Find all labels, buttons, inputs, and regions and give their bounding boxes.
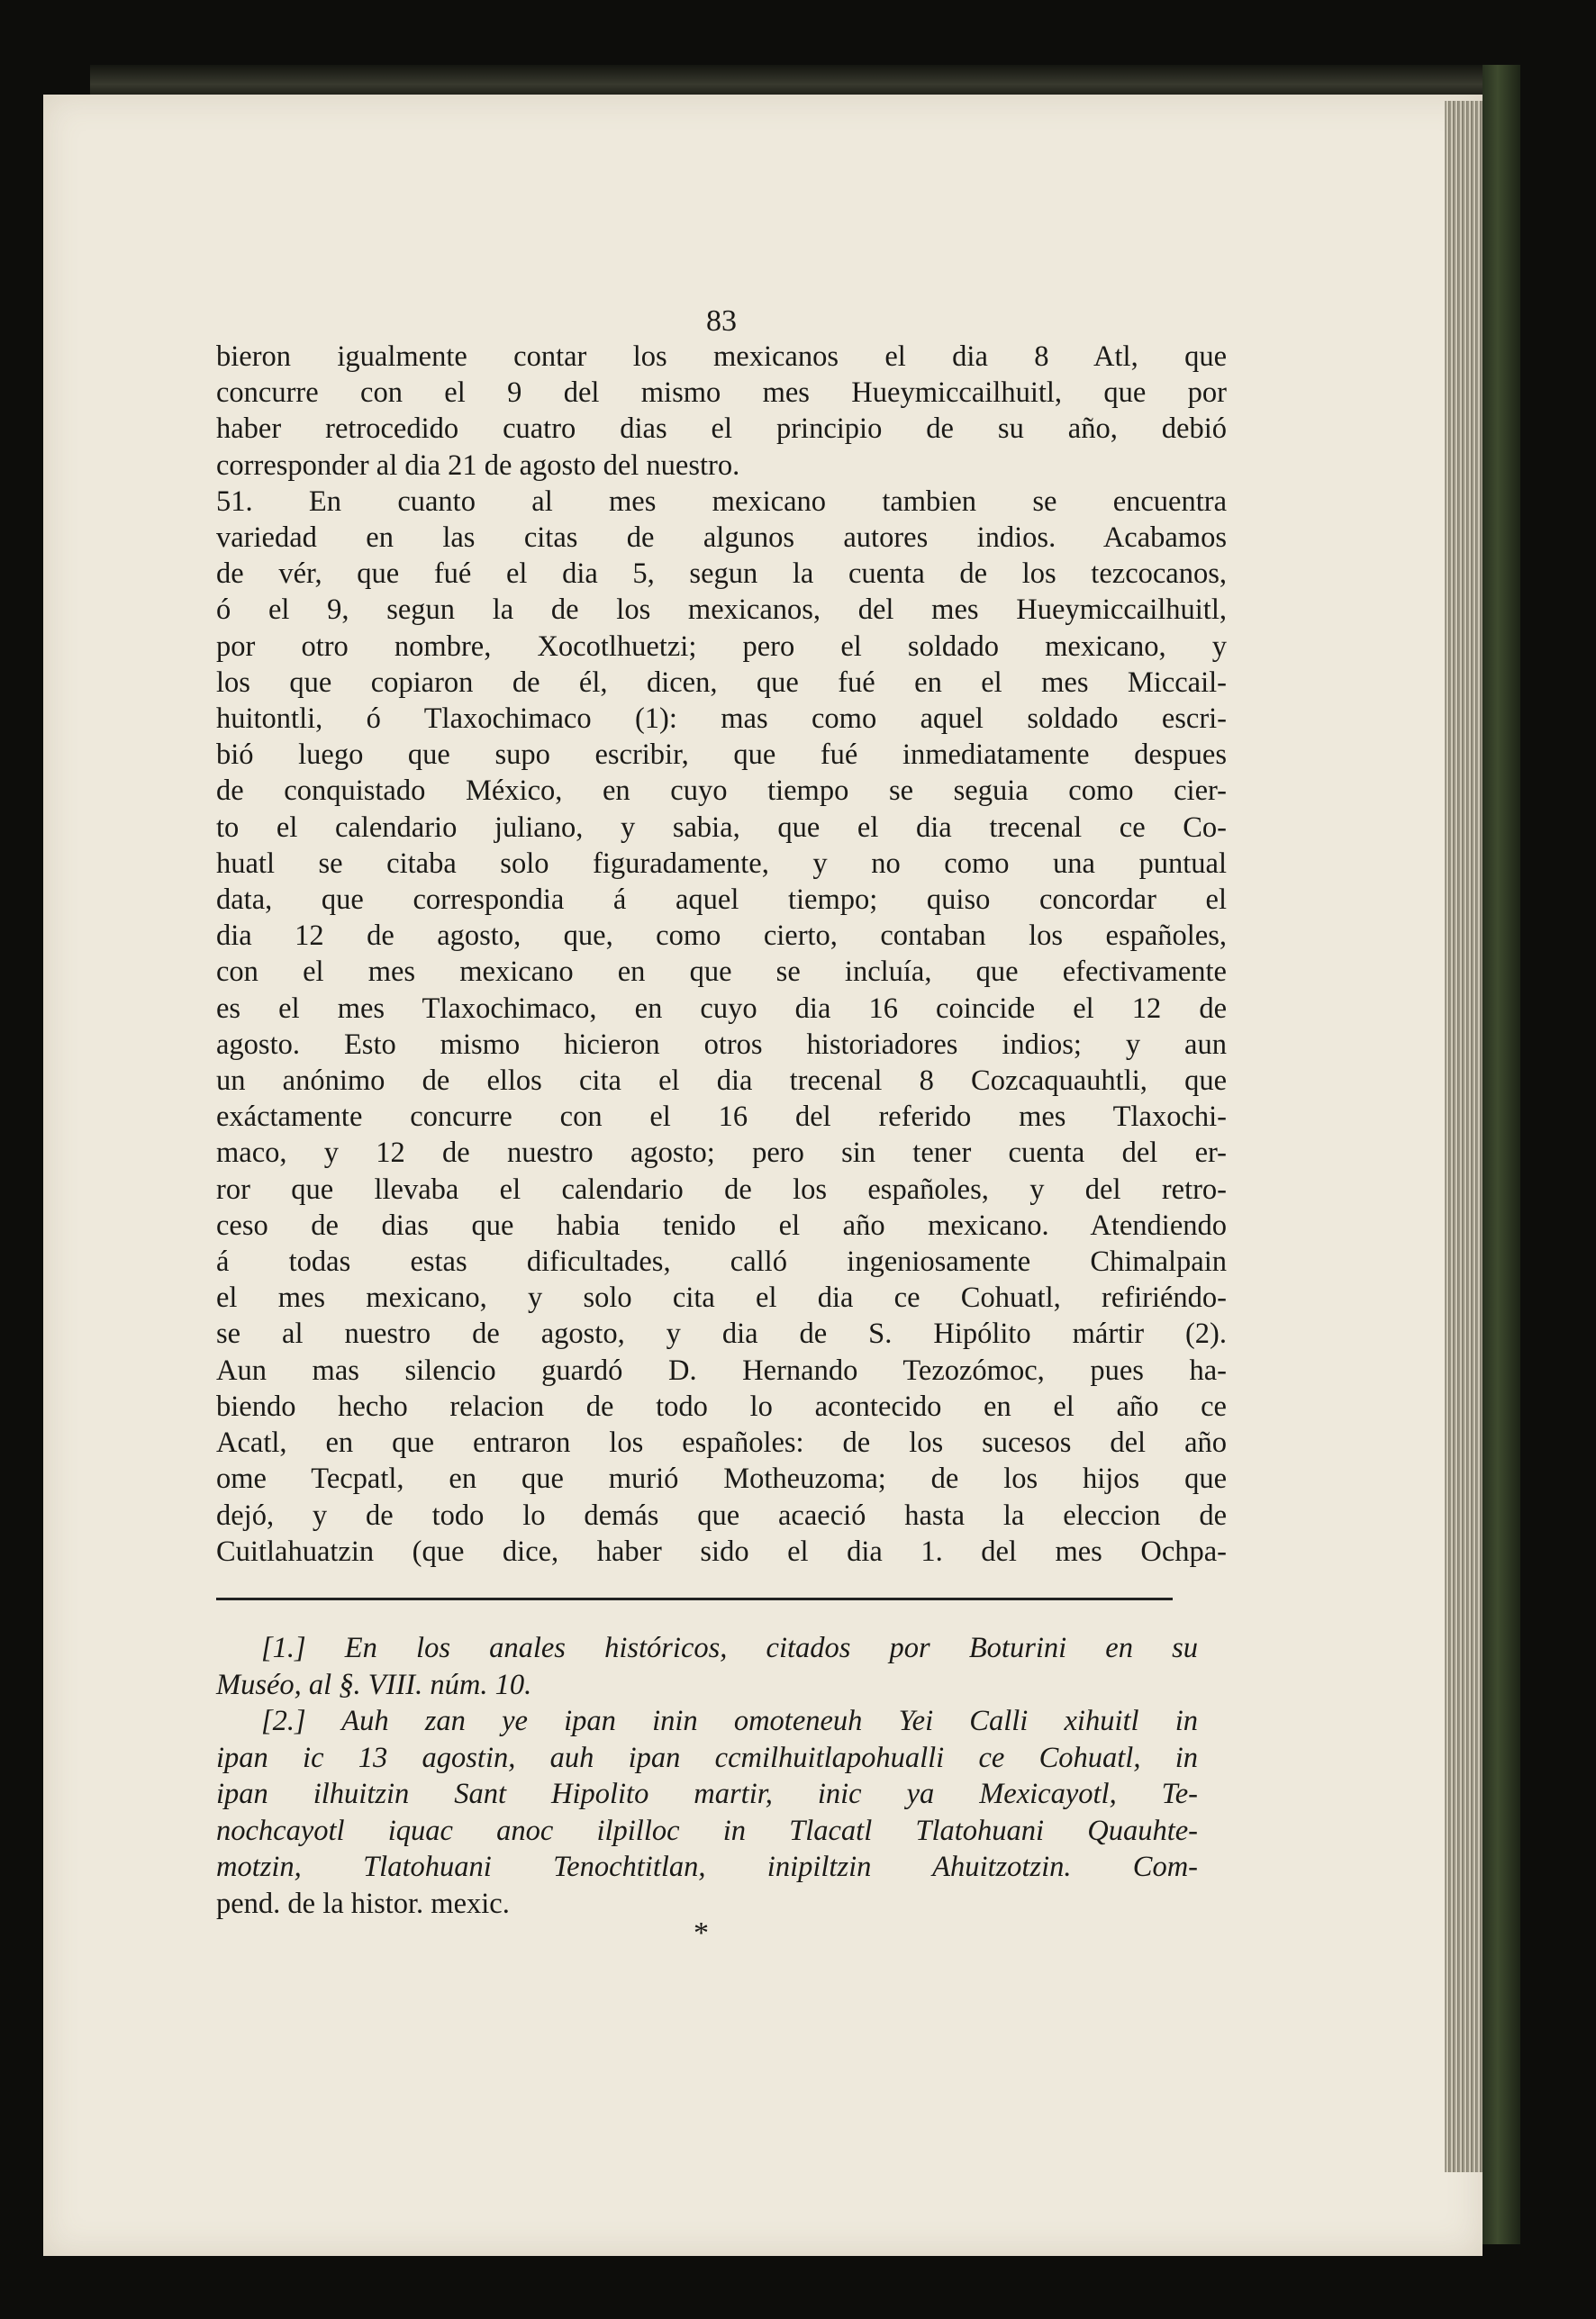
text-line: Aun mas silencio guardó D. Hernando Tezozómoc, pues ha- [216,1354,1227,1387]
text-line: bió luego que supo escribir, que fué inmediatamente despues [216,738,1227,772]
text-line: ome Tecpatl, en que murió Motheuzoma; de los hijos que [216,1463,1227,1496]
text-line: ceso de dias que habia tenido el año mexicano. Atendiendo [216,1209,1227,1242]
text-line: á todas estas dificultades, calló ingeniosamente Chimalpain [216,1246,1227,1279]
text-line: huitontli, ó Tlaxochimaco (1): mas como aquel soldado escri- [216,702,1227,736]
text-line: huatl se citaba solo figuradamente, y no como una puntual [216,847,1227,880]
page-edges [1445,101,1486,2172]
page-number: 83 [706,304,737,338]
footnote-line: Muséo, al §. VIII. núm. 10. [216,1668,532,1701]
footnote-line: pend. de la histor. mexic. [216,1887,510,1920]
text-line: por otro nombre, Xocotlhuetzi; pero el soldado mexicano, y [216,630,1227,663]
text-line: bieron igualmente contar los mexicanos el dia 8 Atl, que [216,340,1227,373]
footnotes [216,1630,1198,1922]
text-line: corresponder al dia 21 de agosto del nuestro. [216,448,740,482]
footnote-line: [2.] Auh zan ye ipan inin omoteneuh Yei Calli xihuitl in [261,1705,1198,1737]
main-text [216,304,1227,1570]
text-line: concurre con el 9 del mismo mes Hueymiccailhuitl, que por [216,376,1227,410]
text-line: de conquistado México, en cuyo tiempo se seguia como cier- [216,775,1227,808]
text-line: agosto. Esto mismo hicieron otros historiadores indios; y aun [216,1028,1227,1061]
text-line: variedad en las citas de algunos autores indios. Acabamos [216,521,1227,555]
footnote-line: ipan ic 13 agostin, auh ipan ccmilhuitlapohualli ce Cohuatl, in [216,1741,1198,1774]
text-line: haber retrocedido cuatro dias el principio de su año, debió [216,412,1227,446]
text-line: se al nuestro de agosto, y dia de S. Hipólito mártir (2). [216,1318,1227,1351]
text-line: data, que correspondia á aquel tiempo; quiso concordar el [216,883,1227,917]
text-line: to el calendario juliano, y sabia, que el dia trecenal ce Co- [216,811,1227,844]
text-line: Cuitlahuatzin (que dice, haber sido el dia 1. del mes Ochpa- [216,1535,1227,1568]
text-line: biendo hecho relacion de todo lo acontecido en el año ce [216,1390,1227,1423]
text-line: ó el 9, segun la de los mexicanos, del mes Hueymiccailhuitl, [216,593,1227,627]
text-line: Acatl, en que entraron los españoles: de los sucesos del año [216,1427,1227,1460]
book-cover-top [90,65,1520,97]
signature-mark: * [694,1916,709,1950]
text-line: 51. En cuanto al mes mexicano tambien se encuentra [216,485,1227,518]
text-line: el mes mexicano, y solo cita el dia ce Cohuatl, refiriéndo- [216,1282,1227,1315]
text-line: un anónimo de ellos cita el dia trecenal 8 Cozcaquauhtli, que [216,1064,1227,1098]
text-line: con el mes mexicano en que se incluía, que efectivamente [216,956,1227,989]
book-cover-spine [1483,65,1520,2244]
text-line: exáctamente concurre con el 16 del referido mes Tlaxochi- [216,1101,1227,1134]
text-line: maco, y 12 de nuestro agosto; pero sin tener cuenta del er- [216,1137,1227,1170]
text-line: los que copiaron de él, dicen, que fué en el mes Miccail- [216,666,1227,699]
text-line: es el mes Tlaxochimaco, en cuyo dia 16 coincide el 12 de [216,992,1227,1025]
text-line: dejó, y de todo lo demás que acaeció hasta la eleccion de [216,1499,1227,1532]
footnote-rule [216,1598,1173,1600]
footnote-line: ipan ilhuitzin Sant Hipolito martir, inic ya Mexicayotl, Te- [216,1778,1198,1810]
footnote-line: motzin, Tlatohuani Tenochtitlan, inipiltzin Ahuitzotzin. Com- [216,1851,1198,1883]
text-line: ror que llevaba el calendario de los españoles, y del retro- [216,1173,1227,1206]
footnote-line: [1.] En los anales históricos, citados por Boturini en su [261,1632,1198,1664]
body-paragraphs [216,339,1227,1570]
footnote-line: nochcayotl iquac anoc ilpilloc in Tlacatl Tlatohuani Quauhte- [216,1814,1198,1847]
text-line: dia 12 de agosto, que, como cierto, contaban los españoles, [216,919,1227,953]
text-line: de vér, que fué el dia 5, segun la cuenta de los tezcocanos, [216,557,1227,591]
